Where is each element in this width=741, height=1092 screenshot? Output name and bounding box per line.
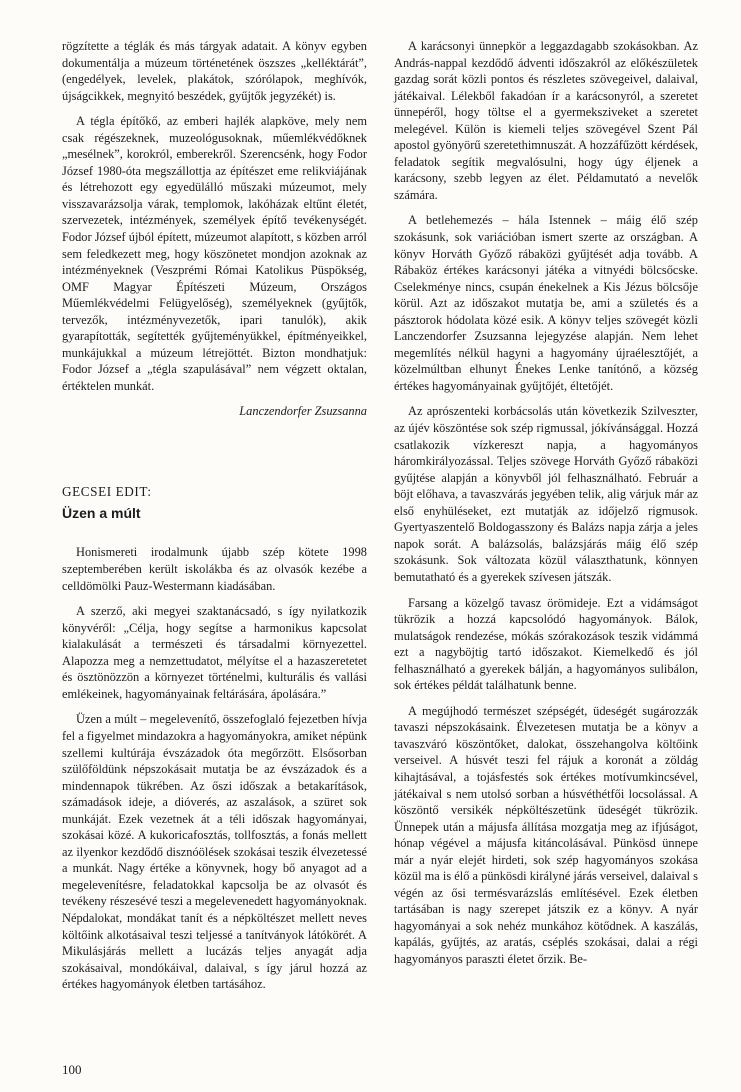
paragraph: A karácsonyi ünnepkör a leggazdagabb szokásokban. Az András-nappal kezdődő ádventi időszakról az előkészületek gazdag sorát közli pontos és részletes szövegeivel, dalaival, játékaival. Lélekből fakadóan ír a karácsonyról, a szeretet ünnepéről, hogy töltse el a gyermeksziveket a szeretet melegével. Külön is kiemeli teljes szövegével Szent Pál apostol gyönyörű szeretethimnuszát. A hozzáfűzött kérdések, feladatok segítik megvalósulni, hogy úgy éljenek a karácsony, szebb legyen az élet. Példamutató a nevelők számára. — [394, 39, 698, 202]
paragraph: Üzen a múlt – megelevenítő, összefoglaló fejezetben hívja fel a figyelmet mindazokra a hagyományokra, amiket népünk szellemi kultúrája évszázadok óta megőrzött. Elsősorban szülőföldünk népszokásait mutatja be az évszázadok és a mindennapok tükrében. Az őszi időszak a betakarítások, számadások ideje, a dióverés, az aszalások, a szüret sok munkáját. Ezek vezetnek át a téli időszak hagyományai, szokásai közé. A kukoricafosztás, tollfosztás, a fonás mellett az ilyenkor kezdődő disznóölések szokásai teszik élvezetessé a munkát. Nagy értéke a könyvnek, hogy bő anyagot ad a megelevenítésre, feladatokkal kapcsolja be az olvasót és tevékeny részesévé teszi a megelevenedett hagyományoknak. Népdalokat, mondákat tanít és a népköltészet mellett neves költőink alkotásaival teszi teljessé a tanítványok látókörét. A Mikulásjárás mellett a lucázás teljes anyagát adja szokásaival, mondókáival, dalaival, s így járul hozzá az értékes hagyományok életben tartásához. — [62, 712, 367, 992]
paragraph: A tégla építőkő, az emberi hajlék alapköve, mely nem csak régészeknek, muzeológusoknak, műemlékvédőknek „mesélnek”, korokról, emberekről. Szerencsénk, hogy Fodor József 1980-óta megszállottja az építészet eme relikviájának és létrehozott egy egyedülálló műszaki múzeumot, mely visszavarázsolja várak, templomok, lakóházak eltűnt életét, szervezetek, intézmények, személyek építő tevékenységét. Fodor József újból épített, múzeumot alapított, s közben arról sem feledkezett meg, hogy köszönetet mondjon azoknak az intézményeknek (Veszprémi Római Katolikus Püspökség, OMF Magyar Építészeti Múzeum, Országos Műemlékvédelmi Felügyelőség), személyeknek (gyűjtők, tervezők, intézményvezetők, ipari tanulók), akik gyarapították, segítették gyűjteményükkel, építményeikkel, munkájukkal a múzeum létrejöttét. Bizton mondhatjuk: Fodor József a „tégla szapulásával” nem végzett oktalan, értéktelen munkát. — [62, 114, 367, 393]
left-column — [62, 38, 367, 1002]
paragraph: A szerző, aki megyei szaktanácsadó, s így nyilatkozik könyvéről: „Célja, hogy segítse a harmonikus kapcsolat kialakulását a természeti és társadalmi környezettel. Alapozza meg a nemzettudatot, mélyítse el a hazaszeretetet és ösztönözzön a környezet történelmi, kulturális és vallási emlékeinek, hagyományainak feltárására, ápolására.” — [62, 604, 367, 701]
right-column — [394, 38, 698, 977]
article-title: Üzen a múlt — [62, 505, 141, 522]
paragraph: A megújhodó természet szépségét, üdeségét sugározzák tavaszi népszokásaink. Élvezetesen mutatja be a könyv a tavaszváró köszöntőket, dalokat, összehangolva költőink verseivel. A húsvét teszi fel rájuk a koronát a zöldág kihajtásával, a tojásfestés sok értékes motívumkincsével, játékaival s nem utolsó sorban a húsvéthétfői locsolással. A köszöntő versikék népköltészetünk üdeségét tükrözik. Ünnepek után a májusfa állítása mozgatja meg az ifjúságot, hónap végével a májusfa kitáncolásával. Pünkösd ünnepe már a nyár elejét hirdeti, sok szép hagyományos szokása közül ma is élő a pünkösdi királyné járás verseivel, dalaival s végén az ősi termésvarázslás említésével. Ezek életben tartásában is nagy szerepet játszik ez a könyv. A nyár hagyományai a sok nehéz munkához kötődnek. A kaszálás, kapálás, gyűjtés, az aratás, cséplés szokásai, dalai a régi hagyományos paraszti életet őrzik. Be- — [394, 703, 698, 966]
paragraph: Farsang a közelgő tavasz örömideje. Ezt a vidámságot tükrözik a hozzá kapcsolódó hagyományok. Bálok, mulatságok rendezése, mókás szórakozások teszik vidámmá ezt a nagyböjtig tartó időszakot. Kiemelkedő és jól felhasználható a gyerekek bálján, a hagyományos sulibálon, sok értékes példát találhatunk benne. — [394, 595, 698, 693]
paragraph: Honismereti irodalmunk újabb szép kötete 1998 szeptemberében került iskolákba és az olvasók kezébe a celldömölki Pauz-Westermann kiadásában. — [62, 545, 367, 593]
article-author: GECSEI EDIT: — [62, 484, 152, 500]
paragraph: Az aprószenteki korbácsolás után következik Szilveszter, az újév köszöntése sok szép rigmussal, jókívánsággal. Hozzá csatlakozik vízkereszt napja, a hagyományos háromkirályozással. Teljes szövege Horváth Győző rábaközi gyűjtése alapján a könyvből jól felhasználható. Február a böjt előhava, a tavaszvárás jegyében telik, alig várjuk már az első enyhüléseket, ezt mutatják az időjelző rigmusok. Gyertyaszentelő Boldogasszony és Balázs napja zárja a jeles napok sorát. A balázsolás, balázsjárás máig élő szép szokásunk. Sok változata közül választhatunk, könnyen bemutatható és a gyerekek szívesen játszák. — [394, 404, 698, 584]
page-number: 100 — [62, 1062, 82, 1077]
review-signature: Lanczendorfer Zsuzsanna — [239, 404, 367, 419]
paragraph: A betlehemezés – hála Istennek – máig élő szép szokásunk, sok variációban ismert szerte az országban. A könyv Horváth Győző rábaközi gyűjtését adja tovább. A Rábaköz értékes karácsonyi játéka a vitnyédi bölcsőcske. Cselekménye nincs, csupán énekelnek a Kis Jézus bölcsője körül. Azt az időszakot mutatja be, ami a születés és a pásztorok hódolata közé esik. A könyv teljes szövegét közli Lanczendorfer Zsuzsanna lejegyzése alapján. Nem lehet megemlítés nélkül hagyni a hagyomány újraélesztőjét, a közelmúltban elhunyt Énekes Lenke tanítónő, a község értékes hagyományainak gyűjtőjét, éltetőjét. — [394, 213, 698, 393]
paragraph: rögzítette a téglák és más tárgyak adatait. A könyv egyben dokumentálja a múzeum történetének öszszes „kelléktárát”, (engedélyek, levelek, plakátok, szórólapok, meghívók, újságcikkek, megnyitó beszédek, gyűjtők jegyzékét) is. — [62, 39, 367, 103]
